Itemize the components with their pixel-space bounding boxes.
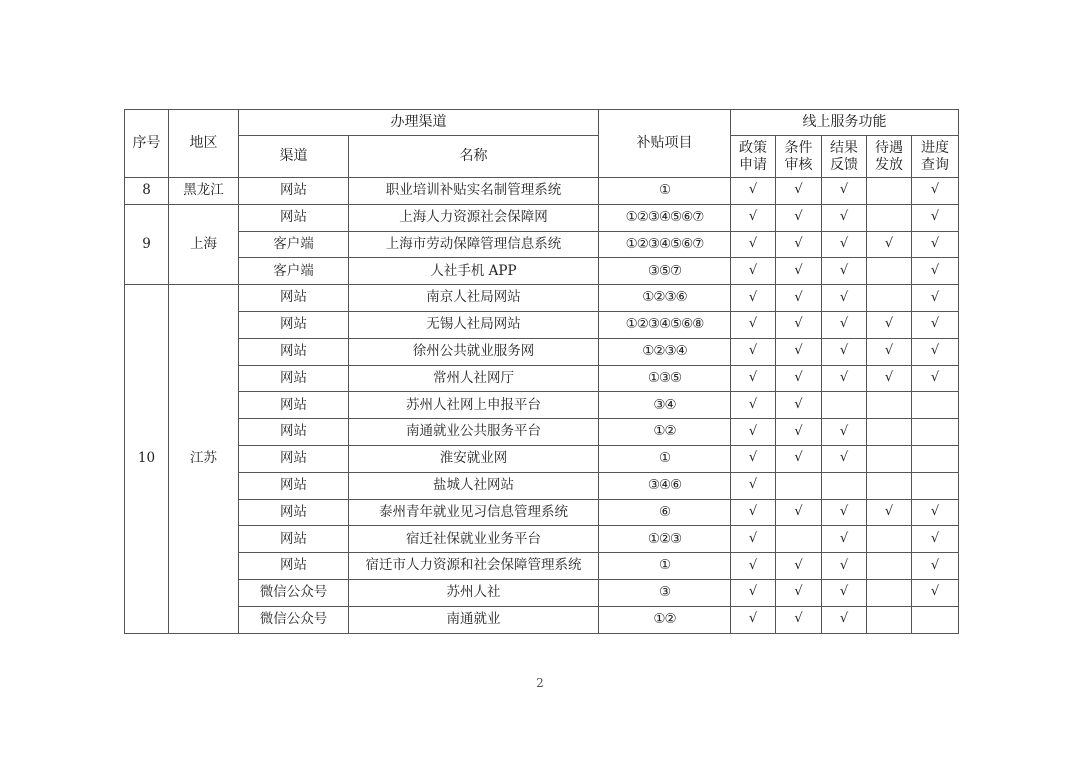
cell-subsidy: ③: [599, 579, 731, 606]
cell-name: 宿迁社保就业业务平台: [349, 526, 599, 553]
cell-feedback: √: [822, 311, 867, 338]
cell-name: 南通就业公共服务平台: [349, 419, 599, 446]
cell-policy: √: [731, 178, 776, 205]
cell-subsidy: ①②③: [599, 526, 731, 553]
header-region: 地区: [169, 110, 239, 178]
cell-review: √: [776, 606, 822, 633]
table-row: [125, 204, 959, 231]
cell-policy: √: [731, 338, 776, 365]
cell-name: 无锡人社局网站: [349, 311, 599, 338]
header-line: 查询: [921, 156, 949, 173]
cell-channel: 网站: [239, 526, 349, 553]
cell-review: √: [776, 178, 822, 205]
cell-subsidy: ①③⑤: [599, 365, 731, 392]
cell-channel: 微信公众号: [239, 579, 349, 606]
cell-feedback: [822, 472, 867, 499]
cell-progress: √: [912, 526, 959, 553]
cell-review: √: [776, 365, 822, 392]
cell-payment: √: [867, 365, 912, 392]
header-online-functions: 线上服务功能: [731, 110, 959, 136]
cell-review: √: [776, 553, 822, 580]
cell-name: 人社手机 APP: [349, 258, 599, 285]
online-service-channels-table: [124, 109, 959, 634]
cell-review: [776, 472, 822, 499]
cell-payment: [867, 579, 912, 606]
cell-channel: 网站: [239, 204, 349, 231]
cell-progress: √: [912, 311, 959, 338]
cell-review: [776, 526, 822, 553]
cell-feedback: √: [822, 258, 867, 285]
table-row: [125, 231, 959, 258]
cell-subsidy: ①: [599, 178, 731, 205]
cell-feedback: √: [822, 445, 867, 472]
cell-channel: 网站: [239, 392, 349, 419]
cell-feedback: √: [822, 365, 867, 392]
table-row: [125, 499, 959, 526]
cell-payment: [867, 606, 912, 633]
cell-name: 南通就业: [349, 606, 599, 633]
table-row: [125, 338, 959, 365]
cell-policy: √: [731, 526, 776, 553]
cell-name: 徐州公共就业服务网: [349, 338, 599, 365]
cell-policy: √: [731, 472, 776, 499]
cell-progress: [912, 472, 959, 499]
cell-channel: 网站: [239, 419, 349, 446]
cell-seq: 10: [125, 285, 169, 633]
header-line: 条件: [784, 140, 813, 157]
cell-progress: √: [912, 579, 959, 606]
cell-progress: [912, 606, 959, 633]
header-channel-group: 办理渠道: [239, 110, 599, 136]
cell-review: √: [776, 579, 822, 606]
cell-payment: [867, 285, 912, 312]
cell-policy: √: [731, 365, 776, 392]
cell-progress: √: [912, 338, 959, 365]
cell-policy: √: [731, 606, 776, 633]
table-row: [125, 285, 959, 312]
cell-review: √: [776, 231, 822, 258]
cell-feedback: √: [822, 231, 867, 258]
cell-channel: 网站: [239, 338, 349, 365]
cell-payment: [867, 472, 912, 499]
cell-policy: √: [731, 231, 776, 258]
cell-region: 黑龙江: [169, 178, 239, 205]
cell-feedback: √: [822, 553, 867, 580]
cell-channel: 微信公众号: [239, 606, 349, 633]
cell-seq: 8: [125, 178, 169, 205]
cell-progress: √: [912, 499, 959, 526]
cell-policy: √: [731, 258, 776, 285]
header-line: 结果: [830, 140, 858, 157]
cell-payment: [867, 178, 912, 205]
cell-name: 淮安就业网: [349, 445, 599, 472]
page-number: 2: [536, 676, 544, 690]
cell-progress: √: [912, 365, 959, 392]
header-channel: 渠道: [239, 136, 349, 178]
cell-policy: √: [731, 499, 776, 526]
header-result-feedback: [822, 136, 867, 178]
cell-review: √: [776, 419, 822, 446]
cell-channel: 网站: [239, 365, 349, 392]
cell-feedback: √: [822, 526, 867, 553]
cell-progress: [912, 445, 959, 472]
cell-subsidy: ③④⑥: [599, 472, 731, 499]
table-row: [125, 579, 959, 606]
table-row: [125, 311, 959, 338]
cell-subsidy: ①②: [599, 606, 731, 633]
cell-review: √: [776, 311, 822, 338]
cell-policy: √: [731, 579, 776, 606]
header-line: 反馈: [830, 156, 858, 173]
table-row: [125, 392, 959, 419]
header-line: 待遇: [875, 140, 903, 157]
cell-channel: 网站: [239, 499, 349, 526]
cell-feedback: √: [822, 419, 867, 446]
header-line: 政策: [739, 140, 767, 157]
cell-progress: [912, 392, 959, 419]
cell-payment: [867, 204, 912, 231]
cell-feedback: √: [822, 338, 867, 365]
cell-policy: √: [731, 419, 776, 446]
header-line: 进度: [921, 140, 949, 157]
cell-feedback: [822, 392, 867, 419]
cell-payment: [867, 419, 912, 446]
cell-review: √: [776, 338, 822, 365]
cell-payment: [867, 553, 912, 580]
cell-channel: 网站: [239, 472, 349, 499]
cell-progress: √: [912, 178, 959, 205]
cell-payment: [867, 526, 912, 553]
cell-channel: 网站: [239, 553, 349, 580]
table-header: [125, 110, 959, 178]
cell-review: √: [776, 499, 822, 526]
cell-payment: √: [867, 499, 912, 526]
cell-name: 常州人社网厅: [349, 365, 599, 392]
cell-policy: √: [731, 392, 776, 419]
table-row: [125, 445, 959, 472]
cell-subsidy: ①②③⑥: [599, 285, 731, 312]
header-subsidy: 补贴项目: [599, 110, 731, 178]
cell-channel: 网站: [239, 445, 349, 472]
cell-policy: √: [731, 445, 776, 472]
cell-subsidy: ①②③④⑤⑥⑦: [599, 204, 731, 231]
cell-name: 上海市劳动保障管理信息系统: [349, 231, 599, 258]
header-name: 名称: [349, 136, 599, 178]
cell-policy: √: [731, 311, 776, 338]
cell-feedback: √: [822, 499, 867, 526]
header-policy-application: [731, 136, 776, 178]
table-row: [125, 178, 959, 205]
cell-subsidy: ①: [599, 445, 731, 472]
cell-channel: 客户端: [239, 231, 349, 258]
header-seq: 序号: [125, 110, 169, 178]
cell-subsidy: ③⑤⑦: [599, 258, 731, 285]
cell-subsidy: ⑥: [599, 499, 731, 526]
cell-name: 宿迁市人力资源和社会保障管理系统: [349, 553, 599, 580]
header-line: 申请: [739, 156, 767, 173]
cell-progress: √: [912, 204, 959, 231]
table-row: [125, 472, 959, 499]
cell-review: √: [776, 204, 822, 231]
cell-name: 南京人社局网站: [349, 285, 599, 312]
cell-payment: [867, 445, 912, 472]
cell-subsidy: ③④: [599, 392, 731, 419]
cell-payment: √: [867, 311, 912, 338]
cell-name: 泰州青年就业见习信息管理系统: [349, 499, 599, 526]
cell-region: 江苏: [169, 285, 239, 633]
cell-progress: √: [912, 285, 959, 312]
cell-policy: √: [731, 204, 776, 231]
header-line: 审核: [784, 156, 813, 173]
table-row: [125, 365, 959, 392]
header-benefit-payment: [867, 136, 912, 178]
cell-name: 苏州人社: [349, 579, 599, 606]
cell-channel: 网站: [239, 311, 349, 338]
table-row: [125, 419, 959, 446]
cell-review: √: [776, 392, 822, 419]
cell-payment: √: [867, 338, 912, 365]
cell-feedback: √: [822, 204, 867, 231]
cell-payment: [867, 392, 912, 419]
cell-name: 盐城人社网站: [349, 472, 599, 499]
cell-feedback: √: [822, 606, 867, 633]
cell-channel: 网站: [239, 285, 349, 312]
cell-progress: [912, 419, 959, 446]
cell-region: 上海: [169, 204, 239, 284]
cell-subsidy: ①: [599, 553, 731, 580]
cell-subsidy: ①②③④⑤⑥⑦: [599, 231, 731, 258]
table-row: [125, 258, 959, 285]
cell-name: 职业培训补贴实名制管理系统: [349, 178, 599, 205]
cell-review: √: [776, 258, 822, 285]
cell-name: 苏州人社网上申报平台: [349, 392, 599, 419]
cell-feedback: √: [822, 579, 867, 606]
header-progress-query: [912, 136, 959, 178]
cell-payment: [867, 258, 912, 285]
cell-feedback: √: [822, 285, 867, 312]
table-row: [125, 606, 959, 633]
cell-subsidy: ①②③④: [599, 338, 731, 365]
cell-seq: 9: [125, 204, 169, 284]
cell-channel: 客户端: [239, 258, 349, 285]
cell-progress: √: [912, 553, 959, 580]
cell-policy: √: [731, 553, 776, 580]
cell-name: 上海人力资源社会保障网: [349, 204, 599, 231]
cell-progress: √: [912, 231, 959, 258]
cell-subsidy: ①②③④⑤⑥⑧: [599, 311, 731, 338]
header-condition-review: [776, 136, 822, 178]
cell-payment: √: [867, 231, 912, 258]
table-row: [125, 553, 959, 580]
cell-review: √: [776, 445, 822, 472]
header-line: 发放: [875, 156, 903, 173]
cell-review: √: [776, 285, 822, 312]
table-row: [125, 526, 959, 553]
cell-subsidy: ①②: [599, 419, 731, 446]
cell-policy: √: [731, 285, 776, 312]
cell-feedback: √: [822, 178, 867, 205]
cell-progress: √: [912, 258, 959, 285]
table-body: [125, 178, 959, 634]
cell-channel: 网站: [239, 178, 349, 205]
